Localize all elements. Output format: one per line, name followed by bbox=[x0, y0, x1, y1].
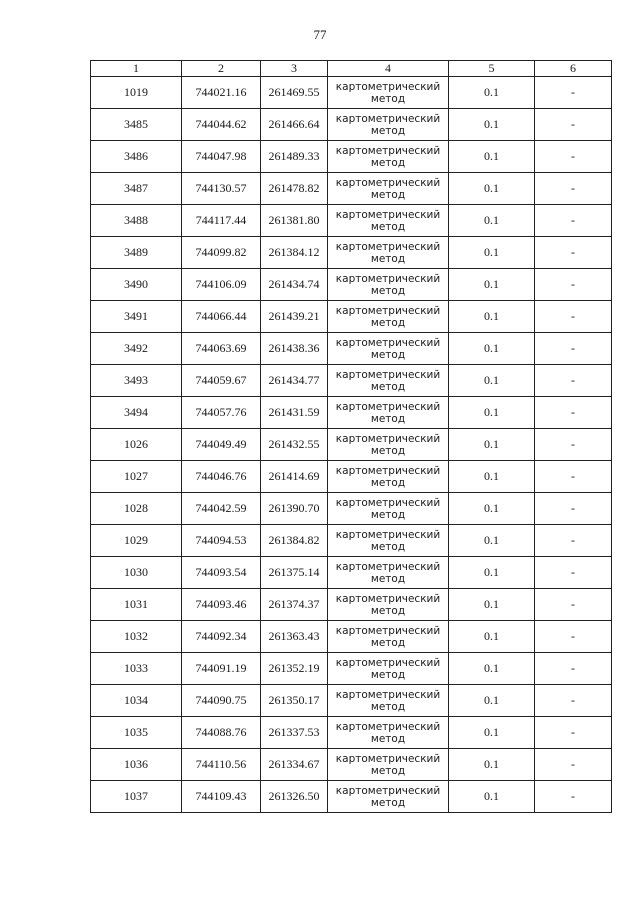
table-row bbox=[91, 461, 612, 493]
cell-point-number: 1032 bbox=[91, 621, 182, 653]
method-line-2: метод bbox=[370, 252, 406, 265]
cell-coordinate-x: 744110.56 bbox=[182, 749, 261, 781]
cell-note: - bbox=[535, 333, 612, 365]
table-row bbox=[91, 269, 612, 301]
method-line-2: метод bbox=[370, 156, 406, 169]
method-line-1: картометрический bbox=[335, 176, 441, 189]
method-line-2: метод bbox=[370, 444, 406, 457]
cell-point-number: 3489 bbox=[91, 237, 182, 269]
method-line-2: метод bbox=[370, 220, 406, 233]
method-line-1: картометрический bbox=[335, 656, 441, 669]
cell-coordinate-x: 744130.57 bbox=[182, 173, 261, 205]
cell-point-number: 3485 bbox=[91, 109, 182, 141]
table-row bbox=[91, 557, 612, 589]
column-header-3: 3 bbox=[261, 61, 328, 77]
method-line-2: метод bbox=[370, 508, 406, 521]
column-header-5: 5 bbox=[449, 61, 535, 77]
cell-note: - bbox=[535, 141, 612, 173]
method-line-2: метод bbox=[370, 188, 406, 201]
table-row bbox=[91, 365, 612, 397]
cell-note: - bbox=[535, 301, 612, 333]
cell-coordinate-x: 744093.46 bbox=[182, 589, 261, 621]
cell-accuracy: 0.1 bbox=[449, 557, 535, 589]
method-line-2: метод bbox=[370, 636, 406, 649]
cell-method bbox=[328, 493, 449, 525]
method-line-1: картометрический bbox=[335, 336, 441, 349]
cell-accuracy: 0.1 bbox=[449, 717, 535, 749]
cell-accuracy: 0.1 bbox=[449, 77, 535, 109]
cell-coordinate-x: 744090.75 bbox=[182, 685, 261, 717]
column-header-4: 4 bbox=[328, 61, 449, 77]
header-row bbox=[91, 61, 612, 77]
cell-point-number: 1030 bbox=[91, 557, 182, 589]
table-row bbox=[91, 589, 612, 621]
cell-coordinate-y: 261334.67 bbox=[261, 749, 328, 781]
cell-coordinate-y: 261432.55 bbox=[261, 429, 328, 461]
method-line-2: метод bbox=[370, 572, 406, 585]
method-line-2: метод bbox=[370, 316, 406, 329]
cell-accuracy: 0.1 bbox=[449, 365, 535, 397]
cell-coordinate-y: 261375.14 bbox=[261, 557, 328, 589]
cell-accuracy: 0.1 bbox=[449, 397, 535, 429]
cell-coordinate-y: 261414.69 bbox=[261, 461, 328, 493]
cell-point-number: 3492 bbox=[91, 333, 182, 365]
method-line-2: метод bbox=[370, 124, 406, 137]
method-line-2: метод bbox=[370, 284, 406, 297]
cell-method bbox=[328, 269, 449, 301]
cell-coordinate-y: 261478.82 bbox=[261, 173, 328, 205]
method-line-2: метод bbox=[370, 604, 406, 617]
cell-coordinate-y: 261350.17 bbox=[261, 685, 328, 717]
cell-coordinate-y: 261469.55 bbox=[261, 77, 328, 109]
cell-coordinate-y: 261352.19 bbox=[261, 653, 328, 685]
table-row bbox=[91, 781, 612, 813]
cell-accuracy: 0.1 bbox=[449, 301, 535, 333]
cell-accuracy: 0.1 bbox=[449, 141, 535, 173]
cell-coordinate-x: 744091.19 bbox=[182, 653, 261, 685]
cell-note: - bbox=[535, 525, 612, 557]
method-line-1: картометрический bbox=[335, 688, 441, 701]
cell-point-number: 1035 bbox=[91, 717, 182, 749]
page-number: 77 bbox=[313, 27, 327, 42]
cell-method bbox=[328, 173, 449, 205]
cell-accuracy: 0.1 bbox=[449, 461, 535, 493]
cell-point-number: 1037 bbox=[91, 781, 182, 813]
cell-coordinate-x: 744088.76 bbox=[182, 717, 261, 749]
cell-accuracy: 0.1 bbox=[449, 781, 535, 813]
method-line-2: метод bbox=[370, 540, 406, 553]
table-row bbox=[91, 493, 612, 525]
method-line-1: картометрический bbox=[335, 592, 441, 605]
cell-note: - bbox=[535, 429, 612, 461]
method-line-2: метод bbox=[370, 796, 406, 809]
method-line-1: картометрический bbox=[335, 720, 441, 733]
table-row bbox=[91, 653, 612, 685]
cell-point-number: 1031 bbox=[91, 589, 182, 621]
cell-coordinate-x: 744044.62 bbox=[182, 109, 261, 141]
table-row bbox=[91, 77, 612, 109]
cell-method bbox=[328, 749, 449, 781]
table-row bbox=[91, 717, 612, 749]
cell-note: - bbox=[535, 589, 612, 621]
cell-method bbox=[328, 141, 449, 173]
cell-note: - bbox=[535, 493, 612, 525]
coordinates-table bbox=[90, 60, 612, 813]
method-line-2: метод bbox=[370, 348, 406, 361]
cell-coordinate-x: 744049.49 bbox=[182, 429, 261, 461]
cell-method bbox=[328, 461, 449, 493]
method-line-2: метод bbox=[370, 700, 406, 713]
cell-method bbox=[328, 557, 449, 589]
cell-coordinate-y: 261438.36 bbox=[261, 333, 328, 365]
cell-point-number: 3491 bbox=[91, 301, 182, 333]
cell-note: - bbox=[535, 461, 612, 493]
cell-note: - bbox=[535, 621, 612, 653]
method-line-2: метод bbox=[370, 412, 406, 425]
method-line-1: картометрический bbox=[335, 560, 441, 573]
method-line-1: картометрический bbox=[335, 752, 441, 765]
cell-accuracy: 0.1 bbox=[449, 237, 535, 269]
table-row bbox=[91, 173, 612, 205]
table-row bbox=[91, 205, 612, 237]
cell-point-number: 1026 bbox=[91, 429, 182, 461]
cell-coordinate-x: 744092.34 bbox=[182, 621, 261, 653]
cell-method bbox=[328, 685, 449, 717]
method-line-1: картометрический bbox=[335, 368, 441, 381]
cell-note: - bbox=[535, 781, 612, 813]
cell-accuracy: 0.1 bbox=[449, 109, 535, 141]
cell-method bbox=[328, 525, 449, 557]
cell-accuracy: 0.1 bbox=[449, 525, 535, 557]
cell-point-number: 3490 bbox=[91, 269, 182, 301]
cell-accuracy: 0.1 bbox=[449, 333, 535, 365]
method-line-1: картометрический bbox=[335, 432, 441, 445]
cell-accuracy: 0.1 bbox=[449, 269, 535, 301]
cell-accuracy: 0.1 bbox=[449, 685, 535, 717]
cell-coordinate-x: 744093.54 bbox=[182, 557, 261, 589]
cell-note: - bbox=[535, 173, 612, 205]
cell-note: - bbox=[535, 749, 612, 781]
table-body bbox=[91, 77, 612, 813]
cell-method bbox=[328, 333, 449, 365]
method-line-2: метод bbox=[370, 764, 406, 777]
cell-note: - bbox=[535, 397, 612, 429]
cell-coordinate-x: 744099.82 bbox=[182, 237, 261, 269]
cell-coordinate-x: 744094.53 bbox=[182, 525, 261, 557]
cell-note: - bbox=[535, 77, 612, 109]
cell-method bbox=[328, 397, 449, 429]
cell-point-number: 1036 bbox=[91, 749, 182, 781]
cell-coordinate-y: 261363.43 bbox=[261, 621, 328, 653]
table-row bbox=[91, 429, 612, 461]
cell-coordinate-y: 261384.82 bbox=[261, 525, 328, 557]
cell-accuracy: 0.1 bbox=[449, 493, 535, 525]
method-line-1: картометрический bbox=[335, 144, 441, 157]
cell-method bbox=[328, 589, 449, 621]
cell-accuracy: 0.1 bbox=[449, 653, 535, 685]
cell-method bbox=[328, 653, 449, 685]
cell-point-number: 1019 bbox=[91, 77, 182, 109]
cell-accuracy: 0.1 bbox=[449, 749, 535, 781]
table-row bbox=[91, 109, 612, 141]
table-row bbox=[91, 141, 612, 173]
cell-note: - bbox=[535, 717, 612, 749]
cell-note: - bbox=[535, 109, 612, 141]
cell-coordinate-y: 261384.12 bbox=[261, 237, 328, 269]
cell-accuracy: 0.1 bbox=[449, 173, 535, 205]
cell-note: - bbox=[535, 237, 612, 269]
method-line-1: картометрический bbox=[335, 784, 441, 797]
cell-method bbox=[328, 205, 449, 237]
cell-method bbox=[328, 301, 449, 333]
cell-coordinate-y: 261326.50 bbox=[261, 781, 328, 813]
table-row bbox=[91, 525, 612, 557]
cell-accuracy: 0.1 bbox=[449, 621, 535, 653]
cell-coordinate-x: 744063.69 bbox=[182, 333, 261, 365]
table-row bbox=[91, 333, 612, 365]
cell-coordinate-x: 744021.16 bbox=[182, 77, 261, 109]
method-line-2: метод bbox=[370, 732, 406, 745]
cell-coordinate-x: 744109.43 bbox=[182, 781, 261, 813]
cell-note: - bbox=[535, 557, 612, 589]
cell-coordinate-y: 261466.64 bbox=[261, 109, 328, 141]
cell-point-number: 3486 bbox=[91, 141, 182, 173]
cell-coordinate-y: 261381.80 bbox=[261, 205, 328, 237]
cell-accuracy: 0.1 bbox=[449, 429, 535, 461]
method-line-2: метод bbox=[370, 476, 406, 489]
cell-point-number: 3488 bbox=[91, 205, 182, 237]
method-line-2: метод bbox=[370, 92, 406, 105]
cell-note: - bbox=[535, 269, 612, 301]
cell-coordinate-x: 744106.09 bbox=[182, 269, 261, 301]
cell-coordinate-y: 261390.70 bbox=[261, 493, 328, 525]
cell-coordinate-x: 744046.76 bbox=[182, 461, 261, 493]
cell-point-number: 1029 bbox=[91, 525, 182, 557]
cell-method bbox=[328, 237, 449, 269]
cell-accuracy: 0.1 bbox=[449, 589, 535, 621]
method-line-1: картометрический bbox=[335, 304, 441, 317]
table-row bbox=[91, 749, 612, 781]
cell-method bbox=[328, 781, 449, 813]
cell-note: - bbox=[535, 365, 612, 397]
cell-point-number: 3494 bbox=[91, 397, 182, 429]
cell-method bbox=[328, 109, 449, 141]
cell-point-number: 1033 bbox=[91, 653, 182, 685]
method-line-2: метод bbox=[370, 380, 406, 393]
cell-point-number: 3493 bbox=[91, 365, 182, 397]
cell-method bbox=[328, 717, 449, 749]
cell-coordinate-y: 261337.53 bbox=[261, 717, 328, 749]
cell-note: - bbox=[535, 653, 612, 685]
cell-method bbox=[328, 365, 449, 397]
cell-coordinate-y: 261374.37 bbox=[261, 589, 328, 621]
cell-coordinate-x: 744066.44 bbox=[182, 301, 261, 333]
method-line-1: картометрический bbox=[335, 464, 441, 477]
method-line-2: метод bbox=[370, 668, 406, 681]
method-line-1: картометрический bbox=[335, 112, 441, 125]
table-row bbox=[91, 621, 612, 653]
column-header-2: 2 bbox=[182, 61, 261, 77]
method-line-1: картометрический bbox=[335, 80, 441, 93]
cell-method bbox=[328, 77, 449, 109]
method-line-1: картометрический bbox=[335, 528, 441, 541]
cell-point-number: 1034 bbox=[91, 685, 182, 717]
table-row bbox=[91, 685, 612, 717]
cell-accuracy: 0.1 bbox=[449, 205, 535, 237]
method-line-1: картометрический bbox=[335, 208, 441, 221]
method-line-1: картометрический bbox=[335, 272, 441, 285]
cell-coordinate-x: 744042.59 bbox=[182, 493, 261, 525]
cell-coordinate-y: 261489.33 bbox=[261, 141, 328, 173]
cell-point-number: 3487 bbox=[91, 173, 182, 205]
cell-coordinate-y: 261434.74 bbox=[261, 269, 328, 301]
cell-coordinate-y: 261439.21 bbox=[261, 301, 328, 333]
cell-coordinate-x: 744059.67 bbox=[182, 365, 261, 397]
method-line-1: картометрический bbox=[335, 400, 441, 413]
table-row bbox=[91, 301, 612, 333]
table-row bbox=[91, 397, 612, 429]
column-header-6: 6 bbox=[535, 61, 612, 77]
table-row bbox=[91, 237, 612, 269]
method-line-1: картометрический bbox=[335, 496, 441, 509]
cell-coordinate-x: 744117.44 bbox=[182, 205, 261, 237]
cell-coordinate-x: 744057.76 bbox=[182, 397, 261, 429]
cell-method bbox=[328, 621, 449, 653]
method-line-1: картометрический bbox=[335, 624, 441, 637]
cell-coordinate-y: 261431.59 bbox=[261, 397, 328, 429]
cell-note: - bbox=[535, 685, 612, 717]
cell-coordinate-y: 261434.77 bbox=[261, 365, 328, 397]
cell-method bbox=[328, 429, 449, 461]
column-header-1: 1 bbox=[91, 61, 182, 77]
cell-coordinate-x: 744047.98 bbox=[182, 141, 261, 173]
method-line-1: картометрический bbox=[335, 240, 441, 253]
cell-note: - bbox=[535, 205, 612, 237]
cell-point-number: 1027 bbox=[91, 461, 182, 493]
cell-point-number: 1028 bbox=[91, 493, 182, 525]
